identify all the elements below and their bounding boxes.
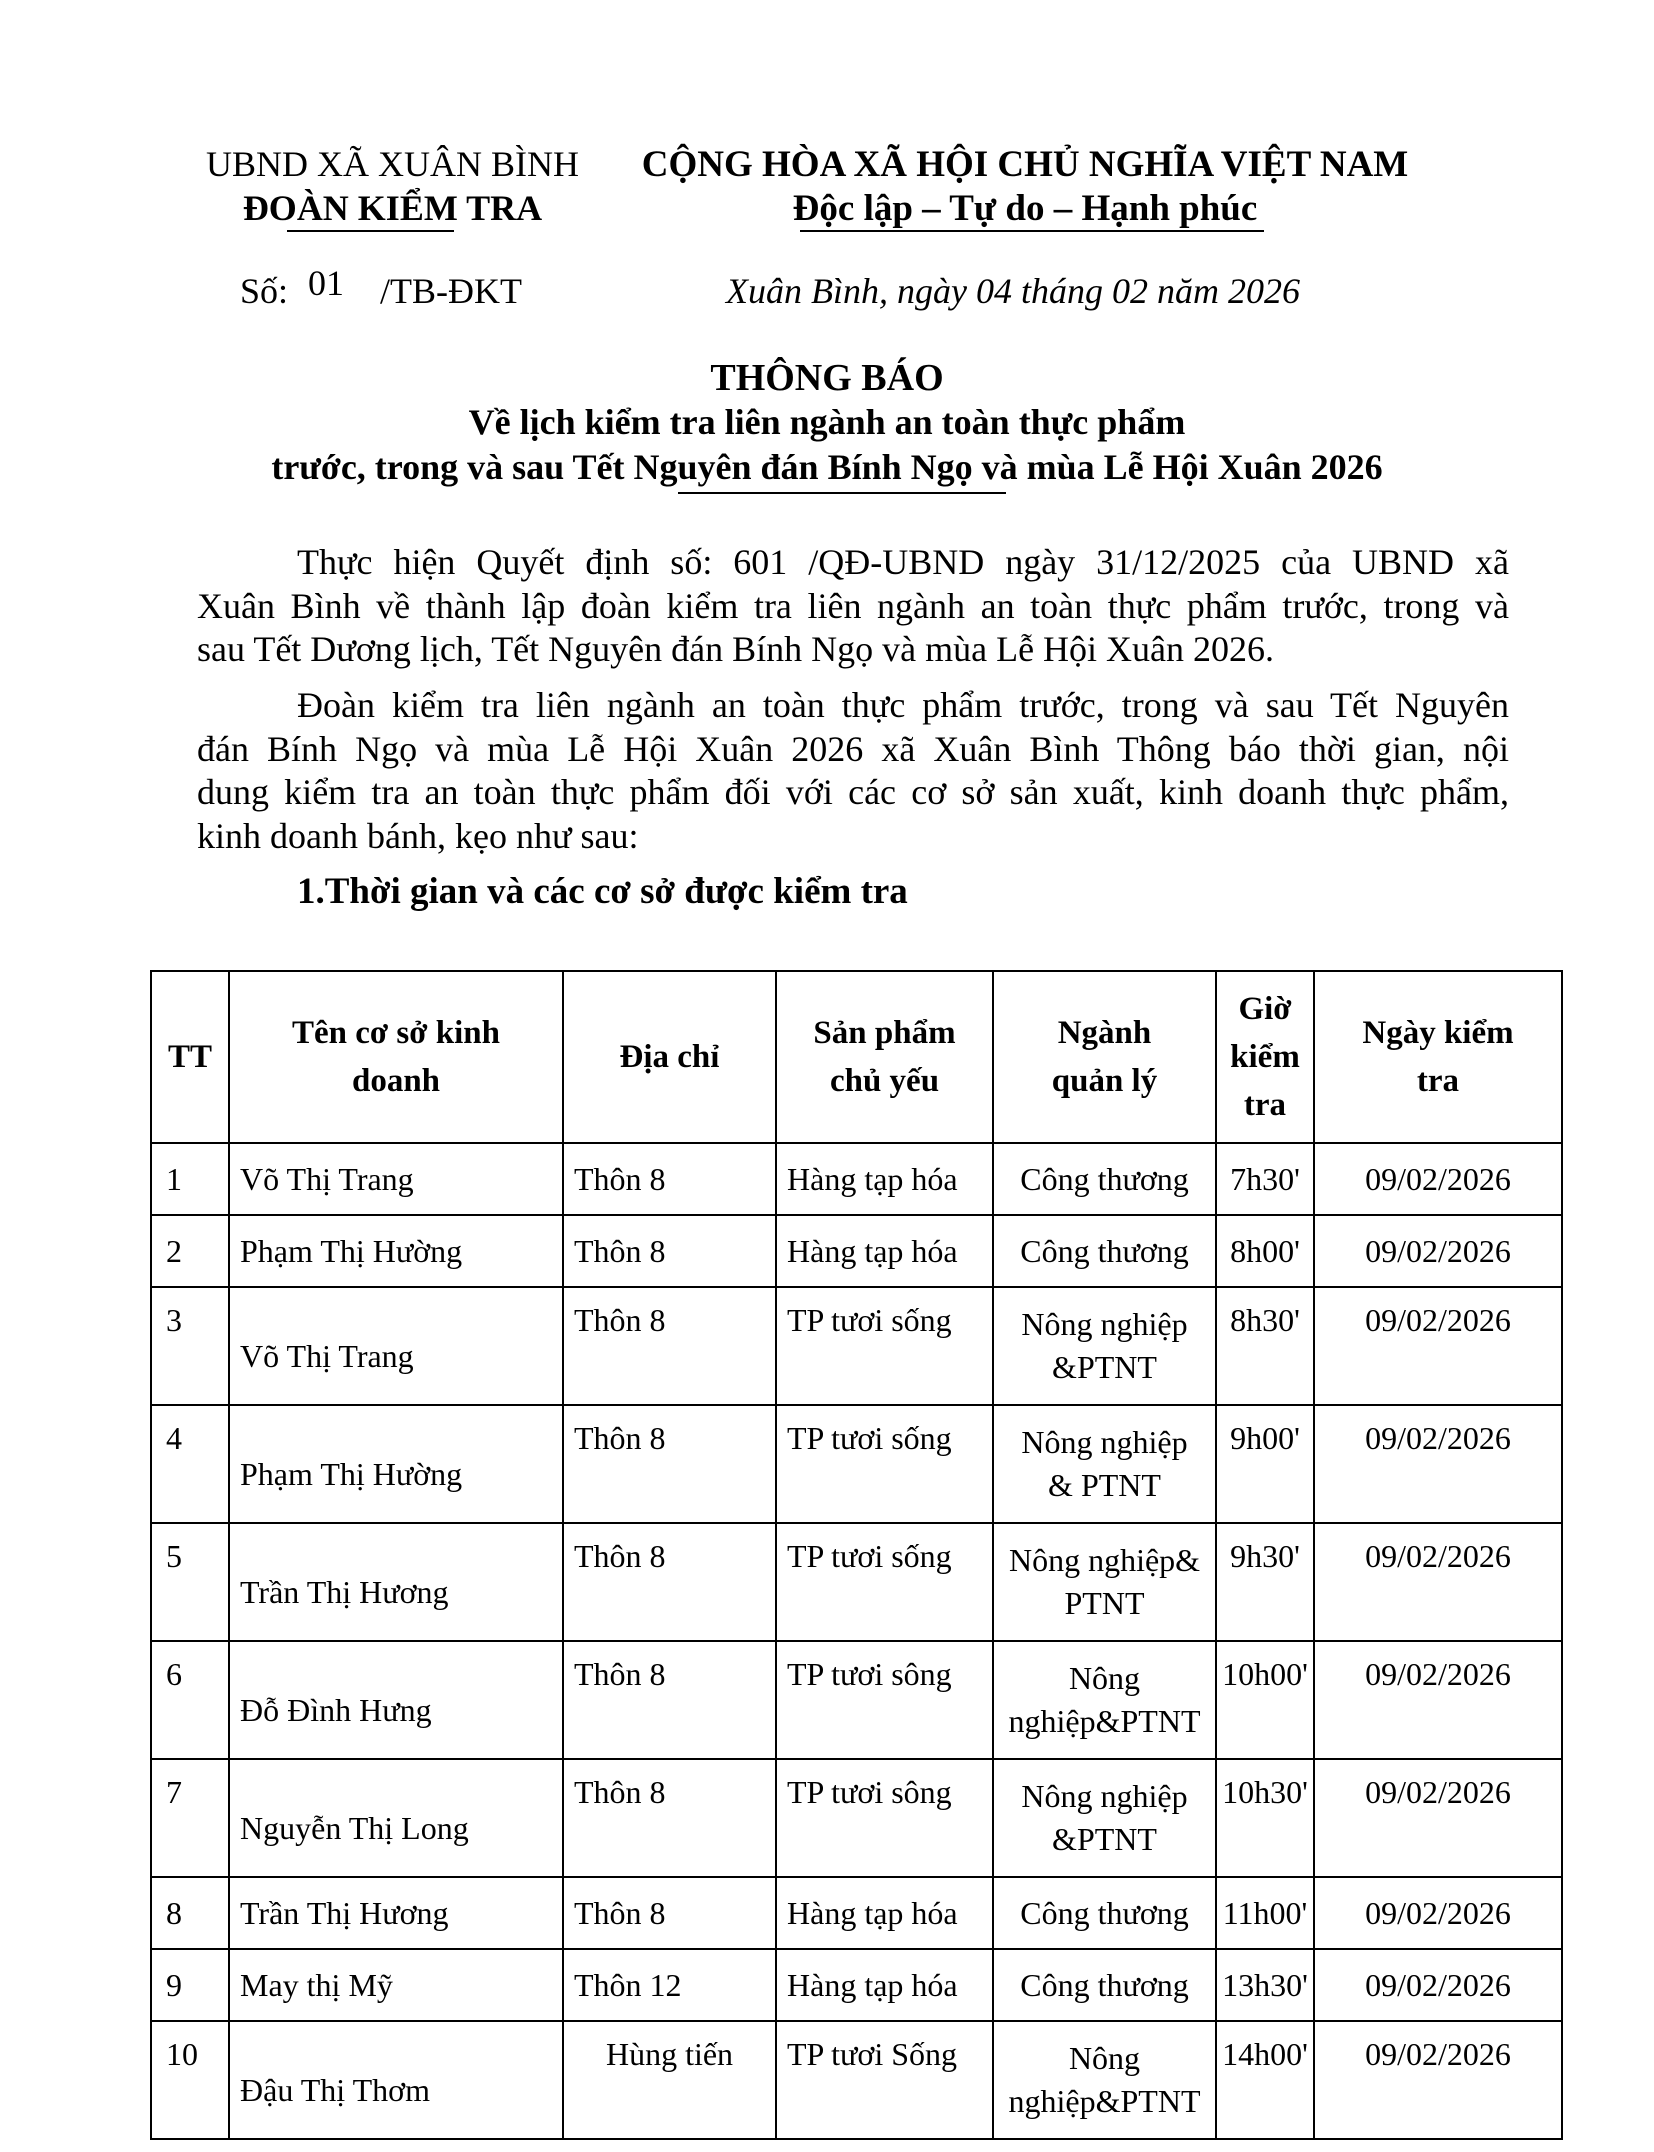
cell-product: TP tươi sống: [776, 1405, 993, 1523]
section-heading-1: 1.Thời gian và các cơ sở được kiểm tra: [297, 871, 908, 912]
title-underline: [678, 492, 1006, 494]
header-date-line: Ngày kiểm: [1362, 1015, 1514, 1051]
cell-tt: 3: [151, 1287, 229, 1405]
cell-sector-line: & PTNT: [1048, 1467, 1161, 1503]
cell-tt: 2: [151, 1215, 229, 1287]
header-name: [229, 971, 563, 1143]
cell-sector-line: Nông nghiệp: [1021, 1778, 1188, 1814]
cell-sector-line: Công thương: [1020, 1160, 1189, 1197]
cell-date: 09/02/2026: [1314, 1523, 1562, 1641]
cell-tt: 6: [151, 1641, 229, 1759]
cell-product: Hàng tạp hóa: [776, 1949, 993, 2021]
national-title: CỘNG HÒA XÃ HỘI CHỦ NGHĨA VIỆT NAM: [641, 144, 1409, 185]
national-motto: Độc lập – Tự do – Hạnh phúc: [792, 188, 1258, 229]
cell-sector-line: &PTNT: [1052, 1349, 1157, 1385]
cell-sector: [993, 1143, 1216, 1215]
header-name-line: doanh: [351, 1063, 441, 1099]
table-row: [151, 1641, 1562, 1759]
cell-address: Thôn 8: [563, 1759, 776, 1877]
table-row: [151, 1405, 1562, 1523]
cell-date: 09/02/2026: [1314, 1949, 1562, 2021]
cell-product: Hàng tạp hóa: [776, 1215, 993, 1287]
cell-time: 8h00': [1216, 1215, 1314, 1287]
header-date-line: tra: [1416, 1063, 1460, 1099]
cell-sector-line: Nông nghiệp: [1021, 1306, 1188, 1342]
cell-name: Phạm Thị Hường: [229, 1405, 563, 1523]
doc-number-prefix: Số:: [240, 271, 289, 311]
cell-tt: 1: [151, 1143, 229, 1215]
paragraph-2-line: dung kiểm tra an toàn thực phẩm đối với các cơ sở sản xuất, kinh doanh thực phẩm,: [197, 772, 1509, 812]
cell-sector-line: nghiệp&PTNT: [1008, 2083, 1201, 2119]
cell-date: 09/02/2026: [1314, 1759, 1562, 1877]
header-product: [776, 971, 993, 1143]
header-product-line: chủ yếu: [829, 1063, 940, 1099]
header-time-line: kiểm: [1230, 1039, 1300, 1075]
header-product-line: Sản phẩm: [813, 1015, 956, 1051]
paragraph-1-line: Thực hiện Quyết định số: 601 /QĐ-UBND ngày 31/12/2025 của UBND xã: [297, 542, 1509, 582]
doc-subtitle-line-2: trước, trong và sau Tết Nguyên đán Bính Ngọ và mùa Lễ Hội Xuân 2026: [271, 447, 1383, 487]
cell-tt: 7: [151, 1759, 229, 1877]
table-row: [151, 1759, 1562, 1877]
paragraph-2: [197, 684, 1509, 858]
cell-name: Trần Thị Hương: [229, 1877, 563, 1949]
cell-time: 11h00': [1216, 1877, 1314, 1949]
cell-date: 09/02/2026: [1314, 1287, 1562, 1405]
header-time: [1216, 971, 1314, 1143]
cell-address: Thôn 12: [563, 1949, 776, 2021]
cell-sector: [993, 1877, 1216, 1949]
table-row: [151, 1523, 1562, 1641]
cell-address: Thôn 8: [563, 1523, 776, 1641]
header-sector: [993, 971, 1216, 1143]
cell-date: 09/02/2026: [1314, 2021, 1562, 2139]
cell-time: 9h00': [1216, 1405, 1314, 1523]
paragraph-2-line: kinh doanh bánh, kẹo như sau:: [197, 815, 639, 856]
cell-date: 09/02/2026: [1314, 1877, 1562, 1949]
cell-sector: [993, 1641, 1216, 1759]
table-row: [151, 1287, 1562, 1405]
cell-tt: 9: [151, 1949, 229, 2021]
header-address: [563, 971, 776, 1143]
cell-sector-line: &PTNT: [1052, 1821, 1157, 1857]
header-time-line: Giờ: [1238, 991, 1292, 1027]
issuing-unit-underline: [287, 230, 454, 232]
table-row: [151, 1143, 1562, 1215]
place-date: Xuân Bình, ngày 04 tháng 02 năm 2026: [726, 271, 1300, 311]
paragraph-1: [197, 541, 1509, 672]
issuing-authority: UBND XÃ XUÂN BÌNH: [206, 144, 579, 184]
cell-address: Hùng tiến: [563, 2021, 776, 2139]
cell-address: Thôn 8: [563, 1215, 776, 1287]
cell-sector-line: nghiệp&PTNT: [1008, 1703, 1201, 1739]
cell-sector: [993, 1215, 1216, 1287]
cell-tt: 5: [151, 1523, 229, 1641]
header-sector-line: Ngành: [1057, 1015, 1152, 1051]
cell-time: 7h30': [1216, 1143, 1314, 1215]
cell-time: 10h00': [1216, 1641, 1314, 1759]
paragraph-2-line: Đoàn kiểm tra liên ngành an toàn thực phẩm trước, trong và sau Tết Nguyên: [297, 685, 1509, 725]
cell-address: Thôn 8: [563, 1877, 776, 1949]
header-address-label: Địa chỉ: [619, 1039, 720, 1075]
cell-tt: 10: [151, 2021, 229, 2139]
cell-date: 09/02/2026: [1314, 1405, 1562, 1523]
table-header-row: [151, 971, 1562, 1143]
cell-date: 09/02/2026: [1314, 1215, 1562, 1287]
paragraph-1-line: sau Tết Dương lịch, Tết Nguyên đán Bính Ngọ và mùa Lễ Hội Xuân 2026.: [197, 629, 1275, 669]
cell-address: Thôn 8: [563, 1143, 776, 1215]
table-row: [151, 1949, 1562, 2021]
cell-sector: [993, 1405, 1216, 1523]
cell-name: Nguyễn Thị Long: [229, 1759, 563, 1877]
cell-address: Thôn 8: [563, 1405, 776, 1523]
cell-sector-line: Công thương: [1020, 1232, 1189, 1269]
cell-sector-line: Công thương: [1020, 1966, 1189, 2003]
doc-number-value: 01: [308, 263, 344, 303]
cell-time: 14h00': [1216, 2021, 1314, 2139]
cell-product: TP tươi Sống: [776, 2021, 993, 2139]
cell-product: TP tươi sông: [776, 1641, 993, 1759]
cell-name: Đậu Thị Thơm: [229, 2021, 563, 2139]
cell-sector: [993, 2021, 1216, 2139]
issuing-unit: ĐOÀN KIỂM TRA: [242, 188, 543, 228]
cell-name: Võ Thị Trang: [229, 1143, 563, 1215]
cell-time: 8h30': [1216, 1287, 1314, 1405]
cell-time: 13h30': [1216, 1949, 1314, 2021]
cell-product: TP tươi sống: [776, 1287, 993, 1405]
header-time-line: tra: [1243, 1087, 1287, 1123]
cell-date: 09/02/2026: [1314, 1143, 1562, 1215]
cell-name: Phạm Thị Hường: [229, 1215, 563, 1287]
table-row: [151, 2021, 1562, 2139]
cell-date: 09/02/2026: [1314, 1641, 1562, 1759]
cell-sector: [993, 1949, 1216, 2021]
header-tt-label: TT: [167, 1039, 213, 1075]
header-date: [1314, 971, 1562, 1143]
doc-subtitle-line-1: Về lịch kiểm tra liên ngành an toàn thực phẩm: [468, 402, 1186, 442]
inspection-schedule-table: [150, 970, 1563, 2140]
cell-sector: [993, 1759, 1216, 1877]
cell-tt: 8: [151, 1877, 229, 1949]
cell-product: TP tươi sông: [776, 1759, 993, 1877]
national-motto-underline: [800, 230, 1264, 232]
cell-sector-line: Nông: [1068, 1660, 1141, 1696]
cell-sector: [993, 1287, 1216, 1405]
cell-sector-line: PTNT: [1064, 1585, 1145, 1621]
doc-number-suffix: /TB-ĐKT: [380, 271, 522, 311]
table-row: [151, 1877, 1562, 1949]
cell-name: Đỗ Đình Hưng: [229, 1641, 563, 1759]
cell-name: Võ Thị Trang: [229, 1287, 563, 1405]
cell-sector-line: Nông nghiệp&: [1008, 1542, 1201, 1578]
cell-product: Hàng tạp hóa: [776, 1877, 993, 1949]
cell-address: Thôn 8: [563, 1287, 776, 1405]
cell-sector: [993, 1523, 1216, 1641]
header-tt: [151, 971, 229, 1143]
header-sector-line: quản lý: [1051, 1063, 1158, 1099]
cell-name: May thị Mỹ: [229, 1949, 563, 2021]
cell-name: Trần Thị Hương: [229, 1523, 563, 1641]
header-name-line: Tên cơ sở kinh: [291, 1015, 501, 1051]
cell-product: Hàng tạp hóa: [776, 1143, 993, 1215]
cell-tt: 4: [151, 1405, 229, 1523]
paragraph-1-line: Xuân Bình về thành lập đoàn kiểm tra liên ngành an toàn thực phẩm trước, trong và: [197, 585, 1509, 626]
cell-time: 9h30': [1216, 1523, 1314, 1641]
cell-sector-line: Nông: [1068, 2040, 1141, 2076]
cell-sector-line: Công thương: [1020, 1894, 1189, 1931]
table-row: [151, 1215, 1562, 1287]
paragraph-2-line: đán Bính Ngọ và mùa Lễ Hội Xuân 2026 xã Xuân Bình Thông báo thời gian, nội: [197, 728, 1509, 769]
doc-title: THÔNG BÁO: [710, 357, 944, 399]
cell-product: TP tươi sống: [776, 1523, 993, 1641]
cell-sector-line: Nông nghiệp: [1021, 1424, 1188, 1460]
cell-time: 10h30': [1216, 1759, 1314, 1877]
cell-address: Thôn 8: [563, 1641, 776, 1759]
